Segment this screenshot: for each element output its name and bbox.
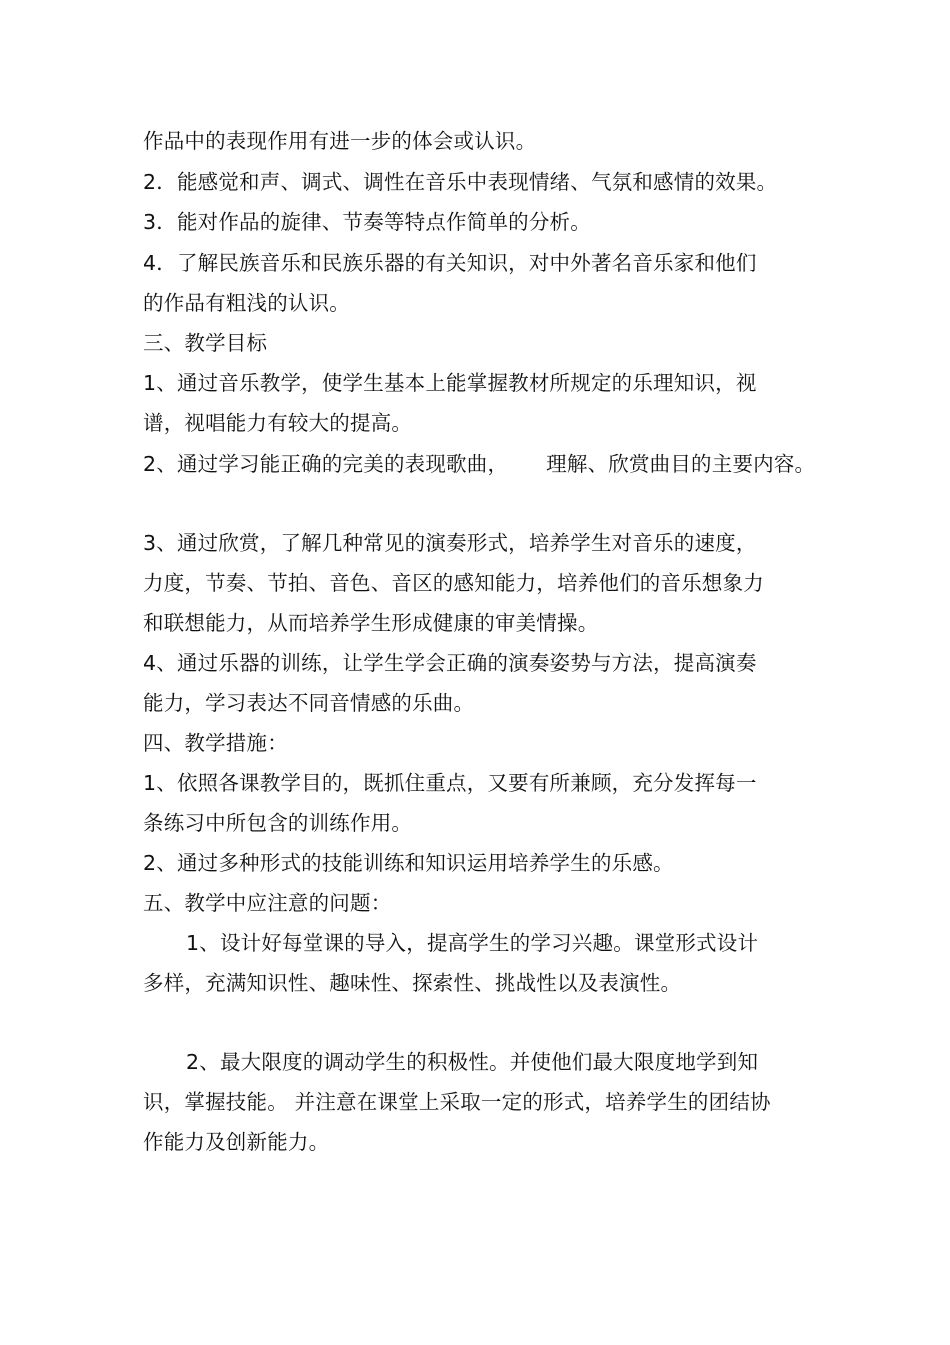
text-line: 1、通过音乐教学，使学生基本上能掌握教材所规定的乐理知识，视 [143, 371, 757, 395]
text-line: 作能力及创新能力。 [143, 1130, 330, 1154]
text-segment: 理解、欣赏曲目的主要内容。 [546, 452, 816, 476]
text-line: 2、最大限度的调动学生的积极性。并使他们最大限度地学到知 [186, 1050, 759, 1074]
text-line: 3、通过欣赏，了解几种常见的演奏形式，培养学生对音乐的速度， [143, 531, 757, 555]
text-line: 1、设计好每堂课的导入，提高学生的学习兴趣。课堂形式设计 [186, 931, 759, 955]
text-line: 4、通过乐器的训练，让学生学会正确的演奏姿势与方法，提高演奏 [143, 651, 757, 675]
text-line: 3．能对作品的旋律、节奏等特点作简单的分析。 [143, 210, 591, 234]
text-line [143, 450, 815, 478]
text-line: 力度，节奏、节拍、音色、音区的感知能力，培养他们的音乐想象力 [143, 571, 764, 595]
text-line: 条练习中所包含的训练作用。 [143, 811, 413, 835]
text-line: 1、依照各课教学目的，既抓住重点，又要有所兼顾，充分发挥每一 [143, 771, 757, 795]
text-line: 2．能感觉和声、调式、调性在音乐中表现情绪、气氛和感情的效果。 [143, 170, 778, 194]
text-line: 识，掌握技能。 并注意在课堂上采取一定的形式，培养学生的团结协 [143, 1090, 771, 1114]
text-line: 和联想能力，从而培养学生形成健康的审美情操。 [143, 611, 599, 635]
section-heading: 四、教学措施： [143, 731, 288, 755]
section-heading: 三、教学目标 [143, 331, 268, 355]
text-line: 的作品有粗浅的认识。 [143, 291, 350, 315]
text-line: 谱，视唱能力有较大的提高。 [143, 411, 413, 435]
section-heading: 五、教学中应注意的问题： [143, 891, 392, 915]
text-line: 多样，充满知识性、趣味性、探索性、挑战性以及表演性。 [143, 971, 682, 995]
text-line: 能力，学习表达不同音情感的乐曲。 [143, 691, 475, 715]
text-line: 2、通过多种形式的技能训练和知识运用培养学生的乐感。 [143, 851, 674, 875]
text-line: 4．了解民族音乐和民族乐器的有关知识，对中外著名音乐家和他们 [143, 251, 757, 275]
text-segment: 2、通过学习能正确的完美的表现歌曲， [143, 452, 509, 476]
text-line: 作品中的表现作用有进一步的体会或认识。 [143, 129, 537, 153]
